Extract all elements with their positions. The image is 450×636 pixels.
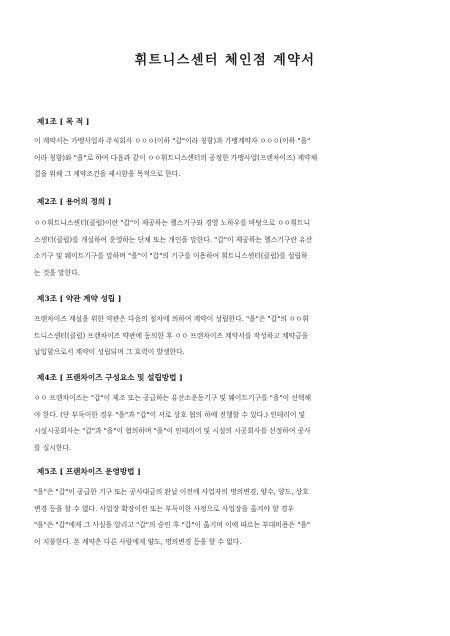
- article-5-body: [34, 484, 422, 550]
- document-title: 휘트니스센터 체인점 계약서: [134, 53, 316, 68]
- article-5-heading: 제5조 [ 프랜차이즈 운영방법 ]: [37, 467, 141, 476]
- article-1-body: [34, 133, 422, 183]
- article-3-line-1: 프랜차이즈 계설을 위한 약관은 다음의 절차에 의하여 계약이 성립한다. "을"은 "갑"의 ㅇㅇ휘: [34, 315, 309, 323]
- article-5-line-2: 변경 등을 할 수 없다. 사업장 확장이전 또는 부득이한 사정으로 사업장을 옮겨야 할 경우: [34, 504, 295, 513]
- article-4-line-2: 야 한다. (단 부득이한 경우 "을"과 "갑"이 서로 상호 협의 하에 진행할 수 있다.) 인테리어 및: [34, 410, 306, 419]
- article-4-line-3: 시설시공회사는 "갑"과 "을"이 협의하며 "을"이 인테리어 및 시설의 시공회사를 선정하여 공사: [34, 427, 311, 435]
- article-3-line-3: 납입함으로서 계약이 성립되며 그 효력이 발생한다.: [34, 348, 185, 356]
- article-4-line-4: 를 실시한다.: [34, 443, 72, 452]
- article-3-body: [34, 311, 422, 361]
- article-2-heading: 제2조 [ 용어의 정의 ]: [37, 197, 112, 206]
- article-2-line-2: 스센터(클럽)를 개설하여 운영하는 단체 또는 개인을 말한다. "갑"이 제공하는 헬스기구란 유산: [34, 235, 313, 244]
- article-2-line-3: 소기구 및 웨이트기구를 말하며 "을"이 "갑"의 기구를 이용하여 휘트니스센터(클럽)를 설립하: [34, 252, 308, 260]
- article-1-line-2: 이라 칭함)와 "을"로 하여 다음과 같이 ㅇㅇ휘트니스센터의 공정한 가맹사업(프랜차이즈) 계약체: [34, 153, 318, 162]
- article-1-heading: 제1조 [ 목 적 ]: [37, 117, 90, 126]
- article-2-line-1: ㅇㅇ휘트니스센터(클럽)이란 "갑"이 제공하는 헬스기구와 경영 노하우를 바탕으로 ㅇㅇ휘트니: [34, 219, 311, 227]
- article-2-body: [34, 215, 422, 281]
- article-5-line-4: 이 지불한다. 본 계약은 다른 사람에게 양도, 명의변경 등을 할 수 없다.: [34, 537, 242, 546]
- article-1-line-1: 이 계약서는 가맹사업자 주식회사 ㅇㅇㅇ(이하 "갑"이라 칭함)과 가맹계약자 ㅇㅇㅇ(이하 "을": [34, 137, 311, 145]
- article-4-line-1: ㅇㅇ 프랜차이즈는 "갑"이 제조 또는 공급하는 유산소운동기구 및 웨이트기구를 "을"이 선택해: [34, 394, 312, 402]
- article-2-line-4: 는 것을 말한다.: [34, 268, 80, 277]
- article-3-heading: 제3조 [ 약관 계약 성립 ]: [37, 294, 122, 303]
- article-5-line-3: "을"은 "갑"에게 그 사실을 알리고 "갑"의 승인 후 "갑"이 옮기며 이에 따르는 부대비용은 "을": [34, 521, 311, 529]
- article-1-line-3: 결을 위해 그 계약조건을 제시함을 목적으로 한다.: [34, 170, 181, 178]
- article-4-heading: 제4조 [ 프랜차이즈 구성요소 및 설립방법 ]: [37, 373, 183, 382]
- article-5-line-1: "을"은 "갑"이 공급한 기구 또는 공사대금의 완납 이전에 사업자의 명의변경, 양수, 양도, 상호: [34, 488, 309, 496]
- article-4-body: [34, 390, 422, 456]
- article-3-line-2: 트니스센터(클럽) 프랜차이즈 약관에 동의한 후 ㅇㅇ 프랜차이즈 계약서를 작성하고 계약금을: [34, 331, 309, 340]
